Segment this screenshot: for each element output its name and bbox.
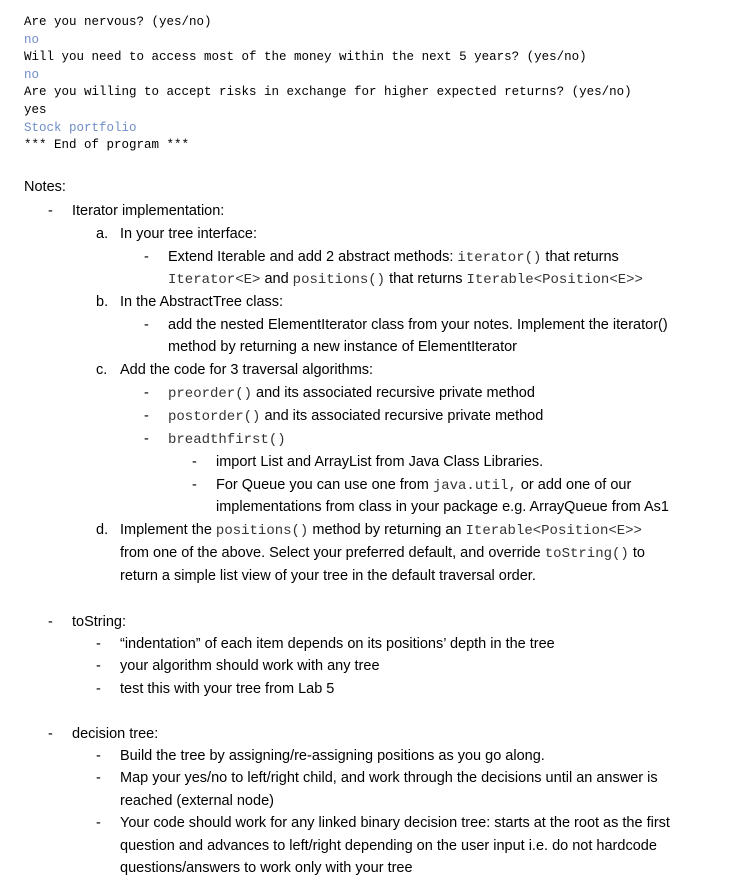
text: method by returning an [308,522,466,538]
text: that returns [385,271,467,287]
item-c1 [168,383,535,403]
bullet-dash: - [144,385,149,401]
code-span: Iterable<Position<E>> [465,523,642,539]
decision-tree-section-title: decision tree: [72,726,159,742]
tostring-item-2: your algorithm should work with any tree [120,658,380,674]
list-marker: d. [96,522,109,538]
list-marker: c. [96,362,108,378]
code-span: postorder() [168,409,261,425]
text: Implement the [120,522,216,538]
text: and its associated recursive private method [252,385,535,401]
tostring-item-1: “indentation” of each item depends on its positions’ depth in the tree [120,636,555,652]
bullet-dash: - [96,636,101,652]
notes-heading: Notes: [24,179,66,195]
item-b1-line2: method by returning a new instance of ElementIterator [168,339,517,355]
item-d-line3: return a simple list view of your tree in the default traversal order. [120,568,536,584]
code-span: Iterable<Position<E>> [466,272,643,288]
code-span: toString() [544,546,629,562]
code-span: java.util, [432,478,517,494]
text: For Queue you can use one from [216,477,433,493]
decision-item-3-line3: questions/answers to work only with your tree [120,860,413,876]
bullet-dash: - [144,431,149,447]
iterator-section-title: Iterator implementation: [72,203,225,219]
code-span: iterator() [457,250,542,266]
bullet-dash: - [48,614,53,630]
console-line: Stock portfolio [24,120,137,135]
console-output [24,14,724,155]
item-a1-line2 [168,269,643,289]
code-span: positions() [292,272,386,288]
bullet-dash: - [96,748,101,764]
console-line: yes [24,102,47,117]
console-line: *** End of program *** [24,138,190,153]
decision-item-1: Build the tree by assigning/re-assigning positions as you go along. [120,748,545,764]
item-a1-line1 [168,247,619,267]
item-b1-line1: add the nested ElementIterator class from your notes. Implement the iterator() [168,317,668,333]
item-c3b-line2: implementations from class in your package e.g. ArrayQueue from As1 [216,499,669,515]
decision-item-3-line2: question and advances to left/right depending on the user input i.e. do not hardcode [120,838,657,854]
item-c3 [168,429,286,449]
tostring-section-title: toString: [72,614,126,630]
text: to [628,545,645,561]
text: from one of the above. Select your preferred default, and override [120,545,545,561]
text: and its associated recursive private method [260,408,544,424]
item-c2 [168,406,543,426]
console-line: Are you nervous? (yes/no) [24,15,212,29]
text: that returns [541,249,619,265]
code-span: breadthfirst() [168,432,286,448]
item-d-line2 [120,543,645,563]
code-span: positions() [215,523,309,539]
item-c3a: import List and ArrayList from Java Class Libraries. [216,454,544,470]
bullet-dash: - [96,658,101,674]
bullet-dash: - [96,815,101,831]
item-d-line1 [120,520,642,540]
tostring-item-3: test this with your tree from Lab 5 [120,681,335,697]
bullet-dash: - [48,203,53,219]
item-c-label: Add the code for 3 traversal algorithms: [120,362,374,378]
decision-item-2-line2: reached (external node) [120,793,274,809]
console-line: no [24,67,40,82]
code-span: preorder() [168,386,253,402]
bullet-dash: - [144,317,149,333]
text: Extend Iterable and add 2 abstract methods: [168,249,458,265]
list-marker: a. [96,226,109,242]
bullet-dash: - [144,249,149,265]
console-line: Are you willing to accept risks in exchange for higher expected returns? (yes/no) [24,85,632,100]
item-b-label: In the AbstractTree class: [120,294,284,310]
bullet-dash: - [48,726,53,742]
decision-item-3-line1: Your code should work for any linked binary decision tree: starts at the root as the first [120,815,670,831]
bullet-dash: - [144,408,149,424]
decision-item-2-line1: Map your yes/no to left/right child, and work through the decisions until an answer is [120,770,658,786]
item-a-label: In your tree interface: [120,226,258,242]
bullet-dash: - [96,770,101,786]
text: and [260,271,293,287]
text: or add one of our [516,477,632,493]
console-line: Will you need to access most of the money within the next 5 years? (yes/no) [24,50,587,65]
bullet-dash: - [192,477,197,493]
code-span: Iterator<E> [168,272,261,288]
item-c3b-line1 [216,475,631,495]
console-line: no [24,32,40,47]
bullet-dash: - [96,681,101,697]
bullet-dash: - [192,454,197,470]
list-marker: b. [96,294,109,310]
